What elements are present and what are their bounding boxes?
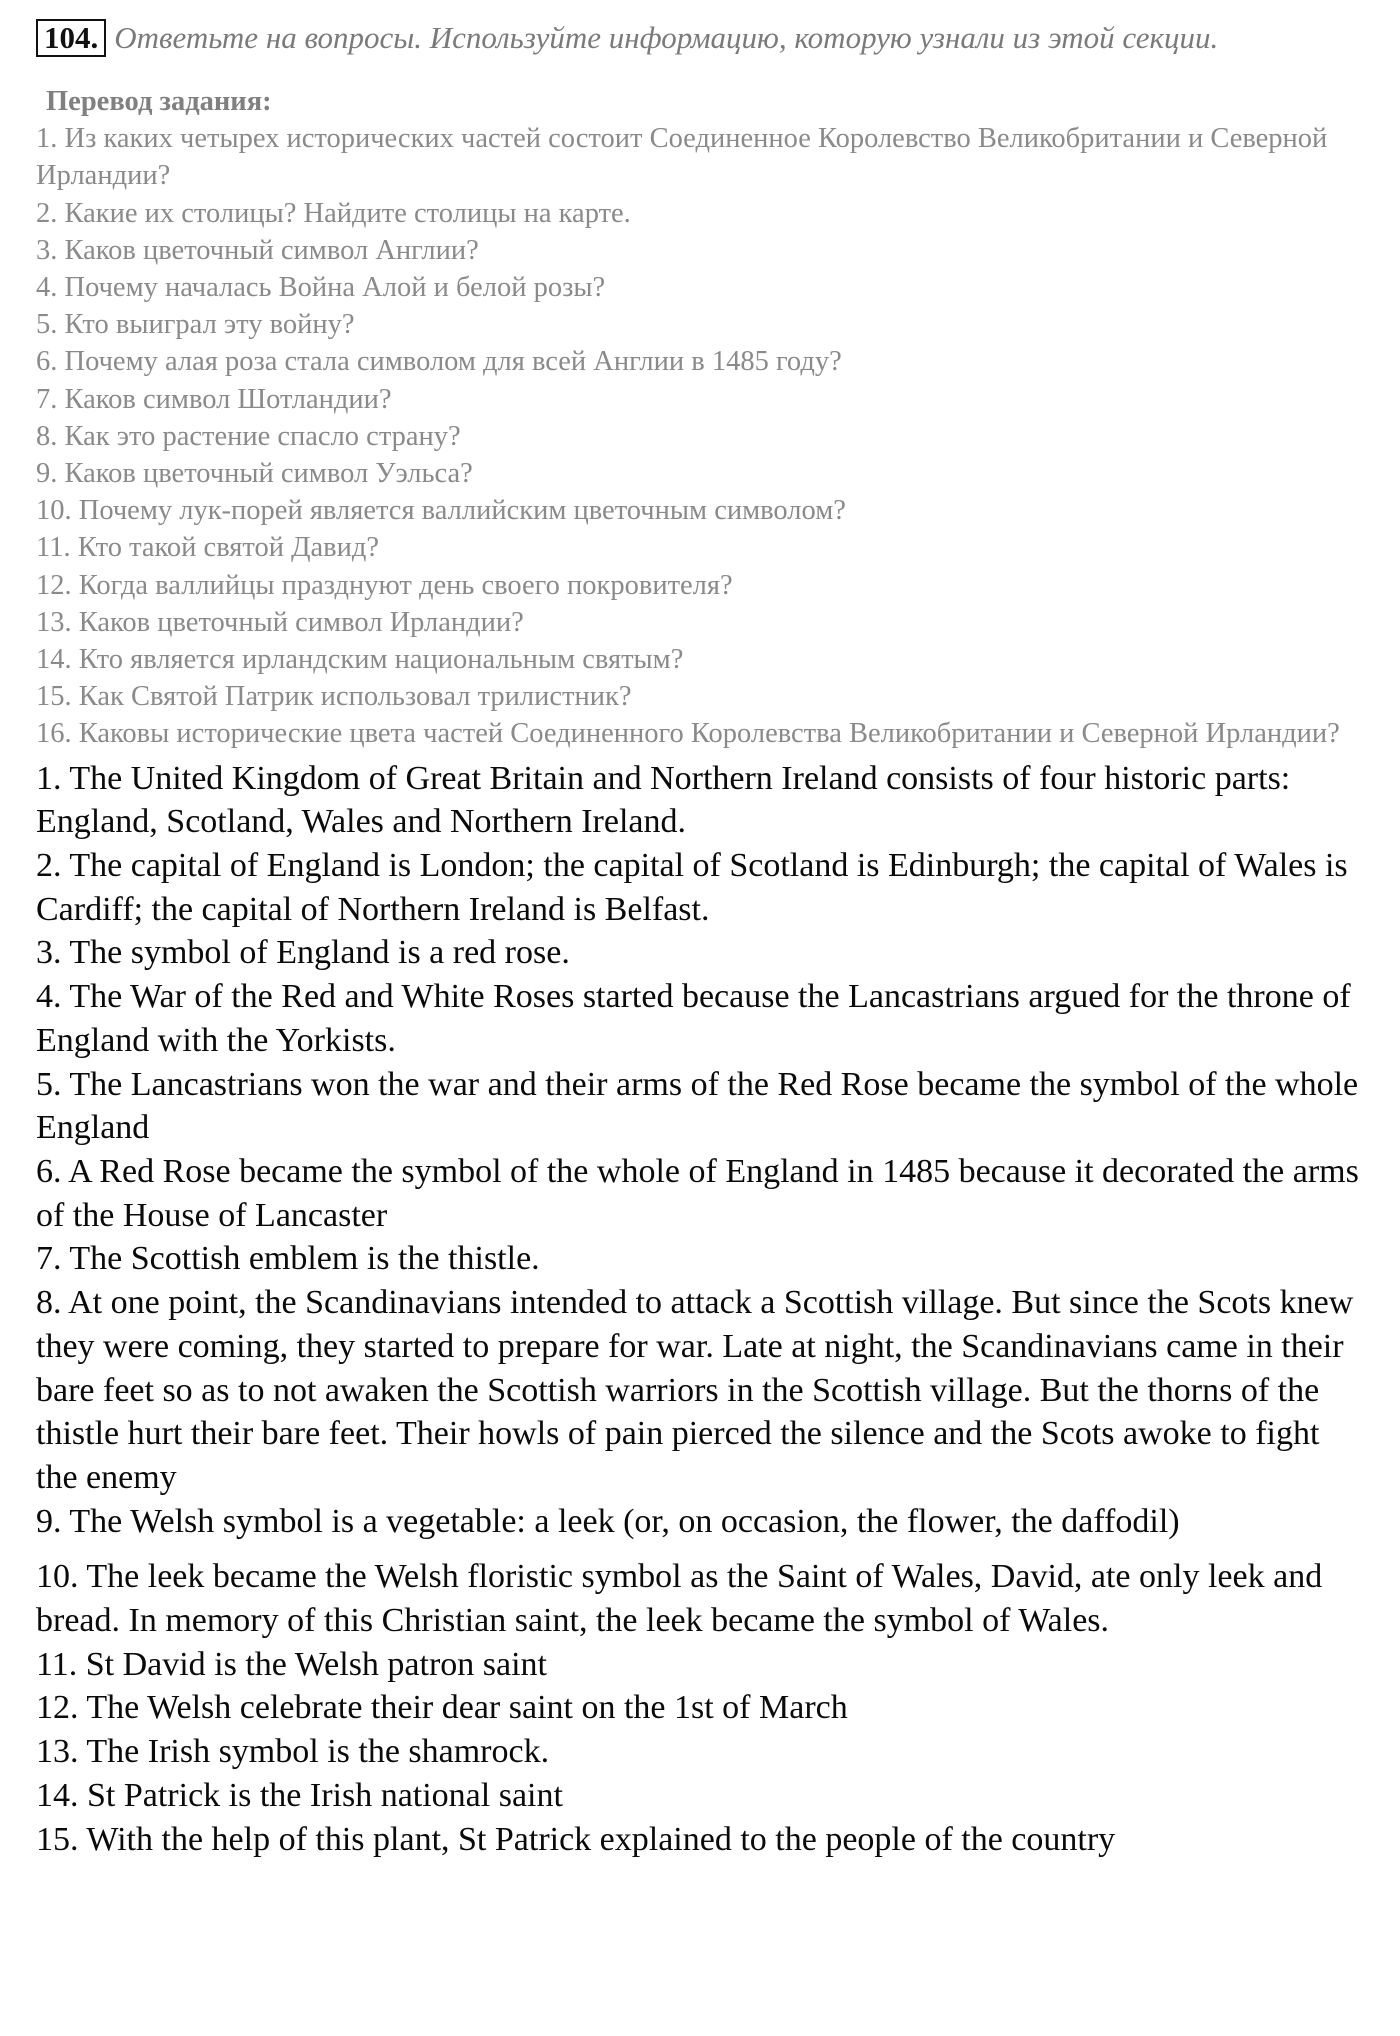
translated-question-12: 12. Когда валлийцы празднуют день своего покровителя?	[36, 569, 733, 601]
translated-question-10: 10. Почему лук-порей является валлийским цветочным символом?	[36, 495, 846, 527]
translated-question-6: 6. Почему алая роза стала символом для всей Англии в 1485 году?	[36, 346, 842, 378]
translation-block	[36, 83, 1366, 753]
translated-question-3: 3. Каков цветочный символ Англии?	[36, 234, 479, 266]
translated-question-1: 1. Из каких четырех исторических частей состоит Соединенное Королевство Великобритании и Северной Ирландии?	[36, 123, 1328, 192]
translation-title: Перевод задания:	[46, 86, 272, 117]
answer-4: 4. The War of the Red and White Roses started because the Lancastrians argued for the throne of England with the Yorkists.	[36, 978, 1351, 1059]
answer-10: 10. The leek became the Welsh floristic symbol as the Saint of Wales, David, ate only leek and bread. In memory of this Christian saint, the leek became the symbol of Wales.	[36, 1558, 1323, 1640]
translated-question-4: 4. Почему началась Война Алой и белой розы?	[36, 272, 606, 304]
textbook-page	[36, 18, 1366, 1861]
answer-12: 12. The Welsh celebrate their dear saint on the 1st of March	[36, 1689, 848, 1727]
answer-15: 15. With the help of this plant, St Patrick explained to the people of the country	[36, 1820, 1116, 1858]
answer-5: 5. The Lancastrians won the war and their arms of the Red Rose became the symbol of the whole England	[36, 1065, 1359, 1147]
translated-question-2: 2. Какие их столицы? Найдите столицы на карте.	[36, 197, 631, 229]
answer-13: 13. The Irish symbol is the shamrock.	[36, 1733, 550, 1771]
translated-question-7: 7. Каков символ Шотландии?	[36, 383, 392, 415]
translated-question-9: 9. Каков цветочный символ Уэльса?	[36, 458, 473, 490]
translated-question-16: 16. Каковы исторические цвета частей Соединенного Королевства Великобритании и Северной Ирландии?	[36, 718, 1340, 750]
translated-question-11: 11. Кто такой святой Давид?	[36, 532, 380, 564]
task-header	[36, 18, 1366, 58]
translated-question-5: 5. Кто выиграл эту войну?	[36, 309, 355, 341]
answer-9: 9. The Welsh symbol is a vegetable: a leek (or, on occasion, the flower, the daffodil)	[36, 1502, 1180, 1540]
translated-question-13: 13. Каков цветочный символ Ирландии?	[36, 606, 524, 638]
translated-question-14: 14. Кто является ирландским национальным святым?	[36, 644, 684, 676]
answer-1: 1. The United Kingdom of Great Britain and Northern Ireland consists of four historic parts: England, Scotland, Wales and Northern Ireland.	[36, 759, 1291, 841]
translated-question-8: 8. Как это растение спасло страну?	[36, 420, 461, 452]
answer-8: 8. At one point, the Scandinavians intended to attack a Scottish village. But since the Scots knew they were coming, they started to prepare for war. Late at night, the Scandinavians came in their bare feet so as to not awaken the Scottish warriors in the Scottish village. But the thorns of the thistle hurt their bare feet. Their howls of pain pierced the silence and the Scots awoke to fight the enemy	[36, 1284, 1354, 1496]
answer-6: 6. A Red Rose became the symbol of the whole of England in 1485 because it decorated the arms of the House of Lancaster	[36, 1152, 1359, 1234]
answer-14: 14. St Patrick is the Irish national saint	[36, 1776, 563, 1814]
answer-2: 2. The capital of England is London; the capital of Scotland is Edinburgh; the capital of Wales is Cardiff; the capital of Northern Ireland is Belfast.	[36, 847, 1348, 928]
task-instruction: Ответьте на вопросы. Используйте информацию, которую узнали из этой секции.	[114, 20, 1219, 55]
answers-block	[36, 757, 1366, 1862]
answer-11: 11. St David is the Welsh patron saint	[36, 1645, 547, 1683]
answer-3: 3. The symbol of England is a red rose.	[36, 934, 570, 972]
translated-question-15: 15. Как Святой Патрик использовал трилистник?	[36, 681, 632, 713]
task-number: 104.	[36, 19, 106, 57]
answer-7: 7. The Scottish emblem is the thistle.	[36, 1240, 540, 1278]
